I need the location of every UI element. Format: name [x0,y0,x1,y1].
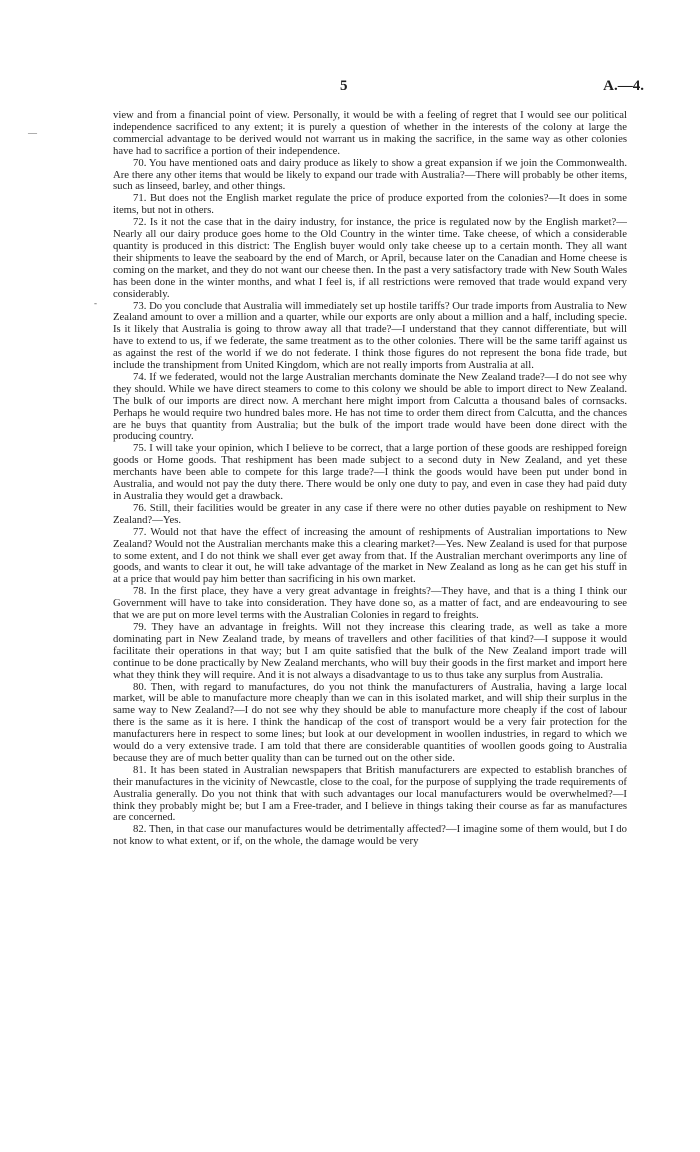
margin-mark: - [94,298,97,308]
paragraph-q77: 77. Would not that have the effect of increasing the amount of reshipments of Australian importations to New Zealand? Would not the Australian merchants make this a clearing market?—Yes. New Zealand is used for that purpose to some extent, and I do not think we shall ever get away from that. If the Australian merchant overimports any line of goods, and wants to clear it out, he will take advantage of the market in New Zealand as long as he can get his stuff in at a price that would pay him better than sacrificing in his own market. [113,525,627,586]
paragraph-q81: 81. It has been stated in Australian newspapers that British manufacturers are expected to establish branches of their manufactures in the vicinity of Newcastle, close to the coal, for the purpose of supplying the trade requirements of Australia generally. Do you not think that with such advantages our local manufacturers would be overwhelmed?—I think they probably might be; but I am a Free-trader, and I believe in things taking their course as far as manufactures are concerned. [113,763,627,824]
paragraph-q82: 82. Then, in that case our manufactures would be detrimentally affected?—I imagine some of them would, but I do not know to what extent, or if, on the whole, the damage would be very [113,823,627,848]
section-code: A.—4. [603,78,644,94]
paragraph-q75: 75. I will take your opinion, which I believe to be correct, that a large portion of these goods are reshipped foreign goods or Home goods. That reshipment has been made subject to a second duty in New Zealand, and yet these merchants have been able to compete for this large trade?—I think the goods would have been put under bond in Australia, and would not pay the duty there. There would be only one duty to pay, and even in case they had paid duty in Australia they would get a drawback. [113,442,627,502]
page-header [0,78,700,100]
paragraph-continuation: view and from a financial point of view. Personally, it would be with a feeling of regret that I would see our political independence sacrificed to any extent; it is purely a question of whether in the interests of the colony at large the commercial advantage to be derived would not warrant us in making the sacrifice, in the same way as other colonies have had to sacrifice a portion of their independence. [113,109,627,157]
paragraph-q78: 78. In the first place, they have a very great advantage in freights?—They have, and that is a thing I think our Government will have to take into consideration. They have done so, as a matter of fact, and are endeavouring to see that we are put on more level terms with the Australian Colonies in regard to freights. [113,585,627,622]
paragraph-q71: 71. But does not the English market regulate the price of produce exported from the colonies?—It does in some items, but not in others. [113,192,627,217]
paragraph-q72: 72. Is it not the case that in the dairy industry, for instance, the price is regulated now by the English market?—Nearly all our dairy produce goes home to the Old Country in the winter time. Take cheese, of which a considerable quantity is produced in this district: The English buyer would only take cheese up to a certain month. They all want their shipments to leave the seaboard by the end of March, or April, because later on the Canadian and Home cheese is coming on the market, and they do not want our cheese then. In the past a very satisfactory trade with New South Wales has been done in the winter months, and what I feel is, if all restrictions were removed that trade would expand very considerably. [113,216,627,300]
paragraph-q76: 76. Still, their facilities would be greater in any case if there were no other duties payable on reshipment to New Zealand?—Yes. [113,501,627,526]
paragraph-q74: 74. If we federated, would not the large Australian merchants dominate the New Zealand trade?—I do not see why they should. While we have direct steamers to come to this colony we should be able to import direct to New Zealand. The bulk of our imports are direct now. A merchant here might import from Calcutta a thousand bales of cornsacks. Perhaps he would require two hundred bales more. He has not time to order them direct from Calcutta, and the chances are he buys that quantity from Australia; but the bulk of the import trade would have been done direct with the producing country. [113,370,627,443]
paragraph-q80: 80. Then, with regard to manufactures, do you not think the manufacturers of Australia, having a large local market, will be able to manufacture more cheaply than we can in this isolated market, and will ship their surplus in the same way to New Zealand?—I do not see why they should be able to manufacture more cheaply if the cost of labour there is the same as it is here. I think the handicap of the cost of transport would be a very fair protection for the manufacturers here in respect to some lines; but look at our development in woollen industries, in regard to which we would do a very extensive trade. I am told that there are considerable quantities of woollen goods going to Australia because they are of much better quality than can be turned out on the other side. [113,680,627,764]
paragraph-q79: 79. They have an advantage in freights. Will not they increase this clearing trade, as well as take a more dominating part in New Zealand trade, by means of travellers and other facilities of that kind?—I suppose it would facilitate their operations in that way; but I am quite satisfied that the bulk of the New Zealand import trade will continue to be done practically by New Zealand merchants, who will buy their goods in the first market and import here what they think they will require. And it is not always a disadvantage to us to thus take any surplus from Australia. [113,620,627,681]
paragraph-q70: 70. You have mentioned oats and dairy produce as likely to show a great expansion if we join the Commonwealth. Are there any other items that would be likely to expand our trade with Australia?—There will probably be other items, such as linseed, barley, and other things. [113,156,627,193]
body-text [113,110,627,848]
page-number: 5 [340,78,348,94]
margin-mark: — [28,128,37,138]
paragraph-q73: 73. Do you conclude that Australia will immediately set up hostile tariffs? Our trade imports from Australia to New Zealand amount to over a million and a quarter, while our exports are only about a million and a half, including specie. Is it likely that Australia is going to throw away all that trade?—I understand that they cannot differentiate, but will have to extend to us, if we federate, the same treatment as to the other colonies. There will be the same tariff against us as against the rest of the world if we do not federate. I think those figures do not represent the bona fide trade, but include the transhipment from United Kingdom, which are not really imports from Australia at all. [113,299,627,372]
